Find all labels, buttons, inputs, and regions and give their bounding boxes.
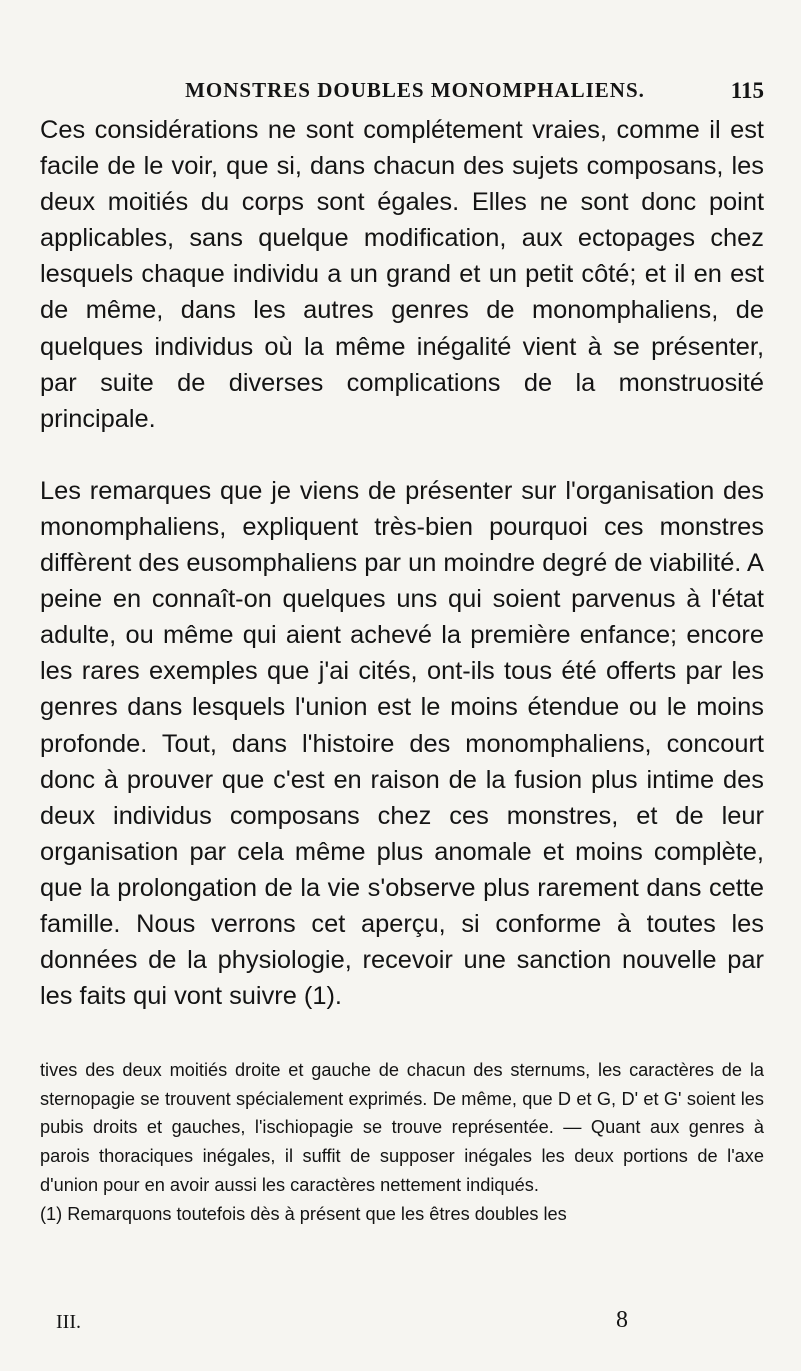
paragraph-1: Ces considérations ne sont complétement vraies, comme il est facile de le voir, que si, dans chacun des sujets composans, les deux moitiés du corps sont égales. Elles ne sont donc point applicables, sans quelque modification, aux ectopages chez lesquels chaque individu a un grand et un petit côté; et il en est de même, dans les autres genres de monomphaliens, de quelques individus où la même inégalité vient à se présenter, par suite de diverses complications de la monstruosité principale. — [40, 116, 764, 433]
paragraph-gap — [40, 437, 764, 473]
running-head — [88, 78, 764, 110]
main-text — [40, 112, 764, 1014]
footnote-continuation: tives des deux moitiés droite et gauche de chacun des sternums, les caractères de la sternopagie se trouvent spécialement exprimés. De même, que D et G, D' et G' soient les pubis droits et gauches, l'ischiopagie se trouve représentée. — Quant aux genres à parois thoraciques inégales, il suffit de supposer inégales les deux portions de l'axe d'union pour en avoir aussi les caractères nettement indiqués. — [40, 1060, 764, 1195]
running-title: MONSTRES DOUBLES MONOMPHALIENS. — [185, 78, 645, 102]
sheet-signature: 8 — [616, 1307, 628, 1333]
paragraph-2: Les remarques que je viens de présenter sur l'organisation des monomphaliens, expliquent très-bien pourquoi ces monstres diffèrent des eusomphaliens par un moindre degré de viabilité. A peine en connaît-on quelques uns qui soient parvenus à l'état adulte, ou même qui aient achevé la première enfance; encore les rares exemples que j'ai cités, ont-ils tous été offerts par les genres dans lesquels l'union est le moins étendue ou le moins profonde. Tout, dans l'histoire des monomphaliens, concourt donc à prouver que c'est en raison de la fusion plus intime des deux individus composans chez ces monstres, et de leur organisation par cela même plus anomale et moins complète, que la prolongation de la vie s'observe plus rarement dans cette famille. Nous verrons cet aperçu, si conforme à toutes les données de la physiologie, recevoir une sanction nouvelle par les faits qui vont suivre (1). — [40, 476, 764, 1011]
page-number: 115 — [730, 78, 764, 103]
signature-line — [56, 1307, 636, 1343]
volume-signature: III. — [56, 1311, 81, 1333]
footnote-1: (1) Remarquons toutefois dès à présent que les êtres doubles les — [40, 1203, 567, 1224]
footnotes — [40, 1056, 764, 1228]
